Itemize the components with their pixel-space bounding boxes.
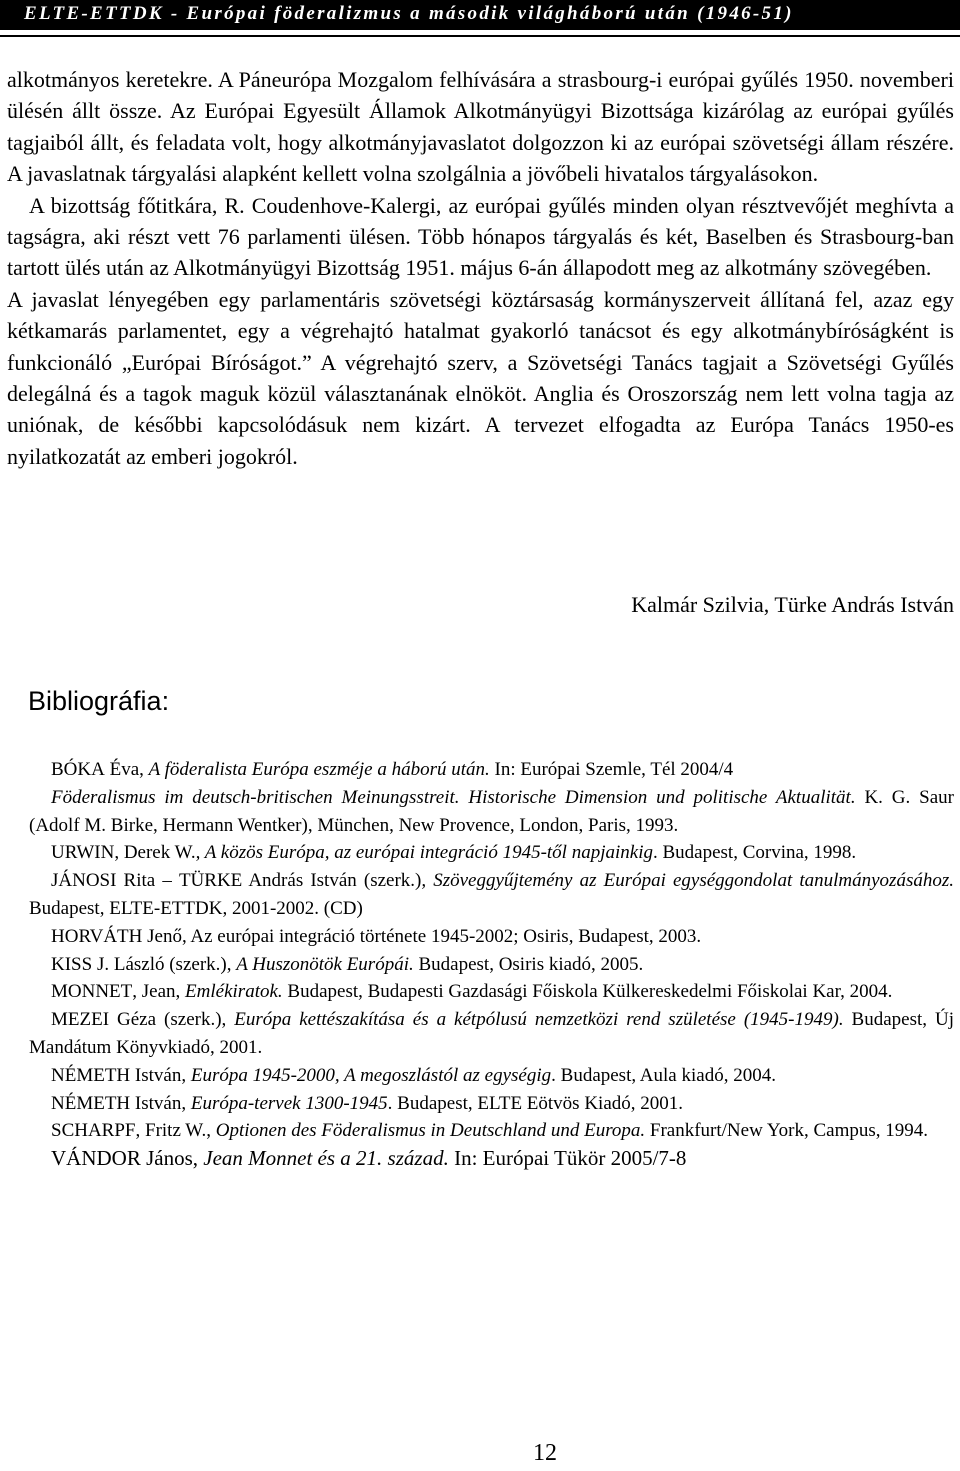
entry-publication: K. G. Saur (Adolf M. Birke, Hermann Wentker), München, New Provence, London, Paris, 1993. bbox=[29, 786, 954, 836]
bibliography-entry bbox=[29, 867, 954, 923]
entry-author: NÉMETH bbox=[51, 1092, 131, 1114]
entry-title: Emlékiratok. bbox=[185, 981, 283, 1003]
bibliography-list bbox=[29, 756, 954, 1173]
entry-title: Európa-tervek 1300-1945 bbox=[190, 1092, 388, 1114]
bibliography-entry bbox=[29, 1090, 954, 1118]
entry-author: MEZEI bbox=[51, 1009, 110, 1031]
bibliography-entry bbox=[29, 951, 954, 979]
entry-author-rest: István, bbox=[130, 1092, 191, 1114]
main-text bbox=[7, 64, 954, 472]
bibliography-entry bbox=[29, 756, 954, 784]
running-header-title: ELTE-ETTDK - Európai föderalizmus a második világháború után (1946-51) bbox=[24, 3, 794, 24]
entry-author-rest: Éva, bbox=[104, 759, 149, 780]
entry-title: Optionen des Föderalismus in Deutschland und Europa. bbox=[215, 1120, 646, 1142]
entry-author-rest: András István (szerk.) bbox=[242, 870, 422, 892]
entry-author: TÜRKE bbox=[178, 870, 243, 892]
authors-signature: Kalmár Szilvia, Türke András István bbox=[631, 592, 954, 617]
running-header bbox=[0, 0, 960, 30]
entry-title: A Huszonötök Európái. bbox=[236, 953, 414, 975]
entry-publication: Budapest, Új Mandátum Könyvkiadó, 2001. bbox=[29, 1009, 955, 1058]
entry-author-rest: , Derek W. bbox=[114, 842, 196, 864]
entry-author: URWIN bbox=[51, 842, 115, 864]
paragraph: A javaslat lényegében egy parlamentáris szövetségi köztársaság kormányszerveit állítaná fel, azaz egy kétkamarás parlamentet, egy a végrehajtó hatalmat gyakorló tanácsot és egy alkotmánybíróságként is funkcionáló „Európai Bíróságot.” A végrehajtó szerv, a Szövetségi Tanács tagjait a Szövetségi Gyűlés delegálná és a tagok maguk közül választanának elnököt. Anglia és Oroszország nem lett volna tagja az uniónak, de későbbi kapcsolódásuk nem kizárt. A tervezet elfogadta az Európa Tanács 1950-es nyilatkozatát az emberi jogokról. bbox=[7, 286, 954, 469]
entry-author: JÁNOSI bbox=[51, 870, 117, 892]
bibliography-entry bbox=[29, 839, 954, 867]
entry-publication: In: Európai Szemle, Tél 2004/4 bbox=[489, 759, 734, 780]
entry-publication: Budapest, ELTE-ETTDK, 2001-2002. (CD) bbox=[29, 897, 363, 919]
entry-author-rest: , Fritz W., bbox=[135, 1120, 216, 1142]
entry-author: KISS bbox=[51, 953, 93, 975]
bibliography-entry bbox=[29, 923, 954, 951]
entry-title: , Szöveggyűjtemény az Európai egységgondolat tanulmányozásához. bbox=[421, 870, 954, 892]
entry-author: MONNET bbox=[51, 981, 133, 1003]
page-number: 12 bbox=[533, 1440, 557, 1466]
entry-publication: . Budapest, ELTE Eötvös Kiadó, 2001. bbox=[387, 1092, 684, 1114]
entry-author-rest: , Jean, bbox=[132, 981, 186, 1003]
bibliography-entry bbox=[29, 1062, 954, 1090]
bibliography-entry bbox=[29, 784, 954, 840]
entry-author: HORVÁTH bbox=[51, 925, 143, 947]
entry-publication: Frankfurt/New York, Campus, 1994. bbox=[645, 1120, 929, 1142]
entry-title: Jean Monnet és a 21. század. bbox=[203, 1146, 449, 1171]
entry-publication: Budapest, Budapesti Gazdasági Főiskola Külkereskedelmi Főiskolai Kar, 2004. bbox=[282, 981, 893, 1003]
entry-author-rest: Géza (szerk.), bbox=[109, 1009, 235, 1031]
bibliography-entry bbox=[29, 1117, 954, 1145]
paragraph: A bizottság főtitkára, R. Coudenhove-Kalergi, az európai gyűlés minden olyan résztvevőjét meghívta a tagságra, aki részt vett 76 parlamenti ülésen. Több hónapos tárgyalás és két, Baselben és Strasbourg-ban tartott ülés után az Alkotmányügyi Bizottság 1951. május 6-án állapodott meg az alkotmány szövegében. bbox=[7, 192, 954, 281]
entry-publication: Budapest, Osiris kiadó, 2005. bbox=[413, 953, 644, 975]
bibliography-entry bbox=[29, 978, 954, 1006]
entry-author-rest: István, bbox=[130, 1064, 191, 1086]
bibliography-entry bbox=[29, 1006, 954, 1062]
entry-title: Föderalismus im deutsch-britischen Meinungsstreit. Historische Dimension und politische Aktualität. bbox=[51, 786, 856, 808]
paragraph: alkotmányos keretekre. A Páneurópa Mozgalom felhívására a strasbourg-i európai gyűlés 1950. novemberi ülésén állt össze. Az Európai Egyesült Államok Alkotmányügyi Bizottsága kizárólag az európai gyűlés tagjaiból állt, és feladata volt, hogy alkotmányjavaslatot dolgozzon ki az európai szövetségi állam részére. A javaslatnak tárgyalási alapként kellett volna szolgálnia a jövőbeli hivatalos tárgyalásokon. bbox=[7, 67, 954, 187]
entry-publication: . Budapest, Aula kiadó, 2004. bbox=[551, 1064, 776, 1086]
entry-publication: In: Európai Tükör 2005/7-8 bbox=[448, 1146, 687, 1171]
entry-publication: . Budapest, Corvina, 1998. bbox=[653, 842, 857, 864]
header-divider bbox=[0, 35, 960, 37]
entry-author-rest: Rita – bbox=[116, 870, 179, 892]
entry-author-rest: János, bbox=[140, 1146, 204, 1171]
entry-author-rest: J. László (szerk.), bbox=[92, 953, 237, 975]
entry-title: A föderalista Európa eszméje a háború után. bbox=[148, 759, 490, 780]
entry-title: , A közös Európa, az európai integráció 1945-től napjainkig bbox=[195, 842, 653, 864]
entry-author: NÉMETH bbox=[51, 1064, 131, 1086]
entry-author: SCHARPF bbox=[51, 1120, 136, 1142]
entry-author-rest: Jenő, Az európai integráció története 1945-2002; Osiris, Budapest, 2003. bbox=[142, 925, 702, 947]
bibliography-heading: Bibliográfia: bbox=[28, 686, 170, 716]
bibliography-entry bbox=[29, 1145, 954, 1173]
entry-author: BÓKA bbox=[51, 759, 105, 780]
entry-title: Európa kettészakítása és a kétpólusú nemzetközi rend születése (1945-1949). bbox=[234, 1009, 844, 1031]
entry-title: Európa 1945-2000, A megoszlástól az egységig bbox=[190, 1064, 552, 1086]
entry-author: VÁNDOR bbox=[51, 1146, 141, 1171]
